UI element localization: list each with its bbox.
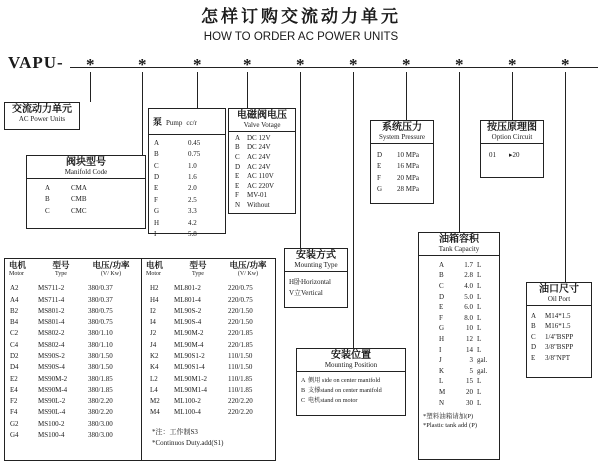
manifold-code-box — [26, 155, 146, 229]
list-item: F MV-01 — [235, 191, 267, 200]
motor-header-cn: 电机 — [146, 261, 164, 271]
tank-cn: 油箱容积 — [439, 234, 479, 245]
connector-line — [406, 72, 407, 120]
oil-port-en: Oil Port — [547, 294, 571, 303]
oil-port-cn: 油口尺寸 — [539, 284, 579, 295]
list-item: C 4.0 L — [439, 282, 482, 291]
code-star: * — [455, 55, 464, 74]
table-row: C2 MS802-2 380/1.10 — [10, 329, 113, 338]
list-item: G 10 L — [439, 324, 482, 333]
list-item: C AC 24V — [235, 153, 271, 162]
list-item: F 2.5 — [154, 195, 197, 204]
pump-box — [148, 108, 226, 239]
type-header-en: Type — [55, 270, 67, 277]
motor-table — [4, 258, 276, 461]
list-item: B 2.8 L — [439, 271, 482, 280]
code-star: * — [508, 55, 517, 74]
list-item: D 1.6 — [154, 173, 197, 182]
connector-line — [512, 72, 513, 120]
list-item: J 3 gal. — [439, 356, 488, 365]
type-header-cn: 型号 — [189, 261, 207, 271]
list-item: E 6.0 L — [439, 303, 482, 312]
connector-line — [247, 72, 248, 108]
table-row: C4 MS802-4 380/1.10 — [10, 340, 113, 349]
tank-note-cn: *塑料油箱请加(P) — [423, 413, 474, 421]
list-item: D 10 MPa — [377, 150, 419, 159]
code-star: * — [349, 55, 358, 74]
manifold-cn: 阀块型号 — [66, 157, 106, 168]
connector-line — [197, 72, 198, 108]
connector-line — [90, 72, 91, 102]
table-row: K2 ML90S1-2 110/1.50 — [150, 352, 253, 360]
system-pressure-box — [370, 120, 434, 204]
list-item: B DC 24V — [235, 143, 271, 152]
list-item: C 电机stand on motor — [301, 396, 358, 404]
table-row: M2 ML100-2 220/2.20 — [150, 397, 253, 406]
pump-cn: 泵 — [153, 118, 163, 128]
connector-line — [459, 72, 460, 232]
valve-en: Valve Votage — [243, 120, 281, 129]
list-item: B 0.75 — [154, 150, 201, 159]
list-item: A DC 12V — [235, 133, 271, 142]
pump-unit: cc/r — [186, 119, 197, 127]
table-row: I2 ML90S-2 220/1.50 — [150, 306, 253, 315]
ac-power-unit-cn: 交流动力单元 — [12, 104, 72, 115]
connector-line — [353, 72, 354, 348]
table-row: B2 MS801-2 380/0.75 — [10, 306, 113, 315]
list-item: A 侧用 side on center manifold — [301, 376, 381, 384]
list-item: C 1.0 — [154, 161, 197, 170]
connector-line — [565, 72, 566, 282]
table-row: H4 ML801-4 220/0.75 — [150, 295, 253, 304]
connector-line — [142, 72, 143, 156]
option-en: Option Circuit — [491, 132, 533, 141]
model-prefix: VAPU- — [8, 53, 64, 72]
list-item: A 0.45 — [154, 138, 201, 147]
list-item: B M16*1.5 — [531, 322, 571, 331]
table-row: D4 MS90S-4 380/1.50 — [10, 363, 113, 372]
list-item: K 5 gal. — [439, 366, 488, 375]
code-star: * — [561, 55, 570, 74]
table-row: B4 MS801-4 380/0.75 — [10, 318, 113, 327]
list-item: H 4.2 — [154, 218, 197, 227]
tank-capacity-box — [418, 232, 500, 460]
list-item: E AC 110V — [235, 172, 274, 181]
list-item: I 5.8 — [154, 230, 197, 239]
manifold-en: Manifold Code — [64, 167, 108, 176]
motor-header-en: Motor — [9, 270, 24, 277]
list-item: H 12 L — [439, 335, 482, 343]
table-row: F2 MS90L-2 380/2.20 — [10, 397, 113, 406]
list-item: D AC 24V — [235, 162, 271, 171]
motor-note-en: *Continuos Duty.add(S1) — [152, 438, 224, 447]
mounting-type-box — [284, 248, 348, 308]
table-row: G4 MS100-4 380/3.00 — [10, 431, 113, 440]
ac-power-unit-en: AC Power Units — [18, 114, 66, 123]
list-item: G 28 MPa — [377, 185, 419, 194]
list-item: F 8.0 L — [439, 313, 482, 322]
list-item: A M14*1.5 — [531, 311, 571, 320]
list-item: B 支撑stand on center manifold — [301, 386, 382, 394]
list-item: B CMB — [45, 195, 87, 204]
table-row: D2 MS90S-2 380/1.50 — [10, 352, 113, 360]
table-row: E2 MS90M-2 380/1.85 — [10, 374, 113, 383]
table-row: A4 MS711-4 380/0.37 — [10, 295, 113, 304]
table-row: A2 MS711-2 380/0.37 — [10, 284, 113, 293]
ac-power-unit-box — [4, 102, 80, 130]
list-item: C CMC — [45, 206, 87, 215]
list-item: E 16 MPa — [377, 162, 419, 171]
list-item: L 15 L — [439, 377, 482, 386]
motor-table-left — [5, 259, 141, 441]
mounting-pos-en: Mounting Position — [324, 360, 378, 369]
motor-table-right — [142, 259, 276, 449]
code-star: * — [193, 55, 202, 74]
code-star: * — [296, 55, 305, 74]
table-row: G2 MS100-2 380/3.00 — [10, 419, 113, 428]
table-row: K4 ML90S1-4 110/1.50 — [150, 363, 253, 372]
table-row: I4 ML90S-4 220/1.50 — [150, 318, 253, 327]
list-item: M 20 L — [439, 387, 482, 396]
table-row: M4 ML100-4 220/2.20 — [150, 408, 253, 417]
option-cn: 按压原理图 — [487, 122, 537, 133]
valve-voltage-box — [228, 108, 296, 214]
list-item: V立Vertical — [289, 289, 323, 298]
tank-en: Tank Capacity — [438, 244, 480, 253]
list-item: N Without — [235, 201, 270, 209]
list-item: I 14 L — [439, 345, 482, 354]
voltage-header-en: (V/ Kw) — [100, 270, 122, 277]
table-row: L4 ML90M1-4 110/1.85 — [150, 385, 253, 394]
type-header-en: Type — [192, 270, 204, 277]
list-item: N 30 L — [439, 398, 482, 407]
voltage-header-cn: 电压/功率 — [92, 261, 130, 271]
mounting-position-box — [296, 348, 406, 416]
mounting-type-cn: 安装方式 — [296, 250, 336, 261]
table-row: F4 MS90L-4 380/2.20 — [10, 408, 113, 417]
motor-header-cn: 电机 — [9, 261, 27, 271]
list-item: E 2.0 — [154, 184, 197, 193]
connector-line — [300, 72, 301, 248]
list-item: H卧Horizontal — [289, 277, 331, 286]
table-row: L2 ML90M1-2 110/1.85 — [150, 374, 253, 383]
list-item: D 5.0 L — [439, 292, 482, 301]
table-row: E4 MS90M-4 380/1.85 — [10, 385, 113, 394]
mounting-type-en: Mounting Type — [294, 260, 338, 269]
list-item: 01 ▸20 — [489, 150, 520, 159]
table-row: J2 ML90M-2 220/1.85 — [150, 329, 253, 338]
type-header-cn: 型号 — [52, 261, 70, 271]
title-en: HOW TO ORDER AC POWER UNITS — [203, 31, 399, 43]
page-title — [0, 2, 602, 43]
motor-header-en: Motor — [146, 270, 161, 277]
option-circuit-box — [480, 120, 544, 178]
mounting-pos-cn: 安装位置 — [331, 350, 371, 361]
oil-port-box — [526, 282, 592, 378]
tank-note-en: *Plastic tank add (P) — [423, 422, 477, 430]
title-cn: 怎样订购交流动力单元 — [201, 7, 401, 27]
table-row: H2 ML801-2 220/0.75 — [150, 284, 253, 293]
code-star: * — [86, 55, 95, 74]
voltage-header-cn: 电压/功率 — [229, 261, 267, 271]
pressure-cn: 系统压力 — [382, 122, 422, 133]
list-item: G 3.3 — [154, 207, 197, 216]
code-star: * — [402, 55, 411, 74]
motor-note-cn: *注：工作制S3 — [152, 427, 198, 436]
list-item: E 3/8"NPT — [531, 353, 571, 362]
list-item: D 3/8"BSPP — [531, 343, 574, 352]
model-code-line — [70, 67, 598, 68]
list-item: C 1/4"BSPP — [531, 332, 574, 341]
pump-en: Pump — [166, 119, 183, 127]
voltage-header-en: (V/ Kw) — [237, 270, 259, 277]
list-item: F 20 MPa — [377, 173, 419, 182]
pressure-en: System Pressure — [378, 132, 426, 141]
list-item: A 1.7 L — [439, 260, 482, 269]
list-item: A CMA — [45, 183, 87, 192]
code-star: * — [243, 55, 252, 74]
valve-cn: 电磁阀电压 — [237, 110, 287, 121]
code-star: * — [138, 55, 147, 74]
list-item: E AC 220V — [235, 181, 275, 190]
table-row: J4 ML90M-4 220/1.85 — [150, 340, 253, 349]
